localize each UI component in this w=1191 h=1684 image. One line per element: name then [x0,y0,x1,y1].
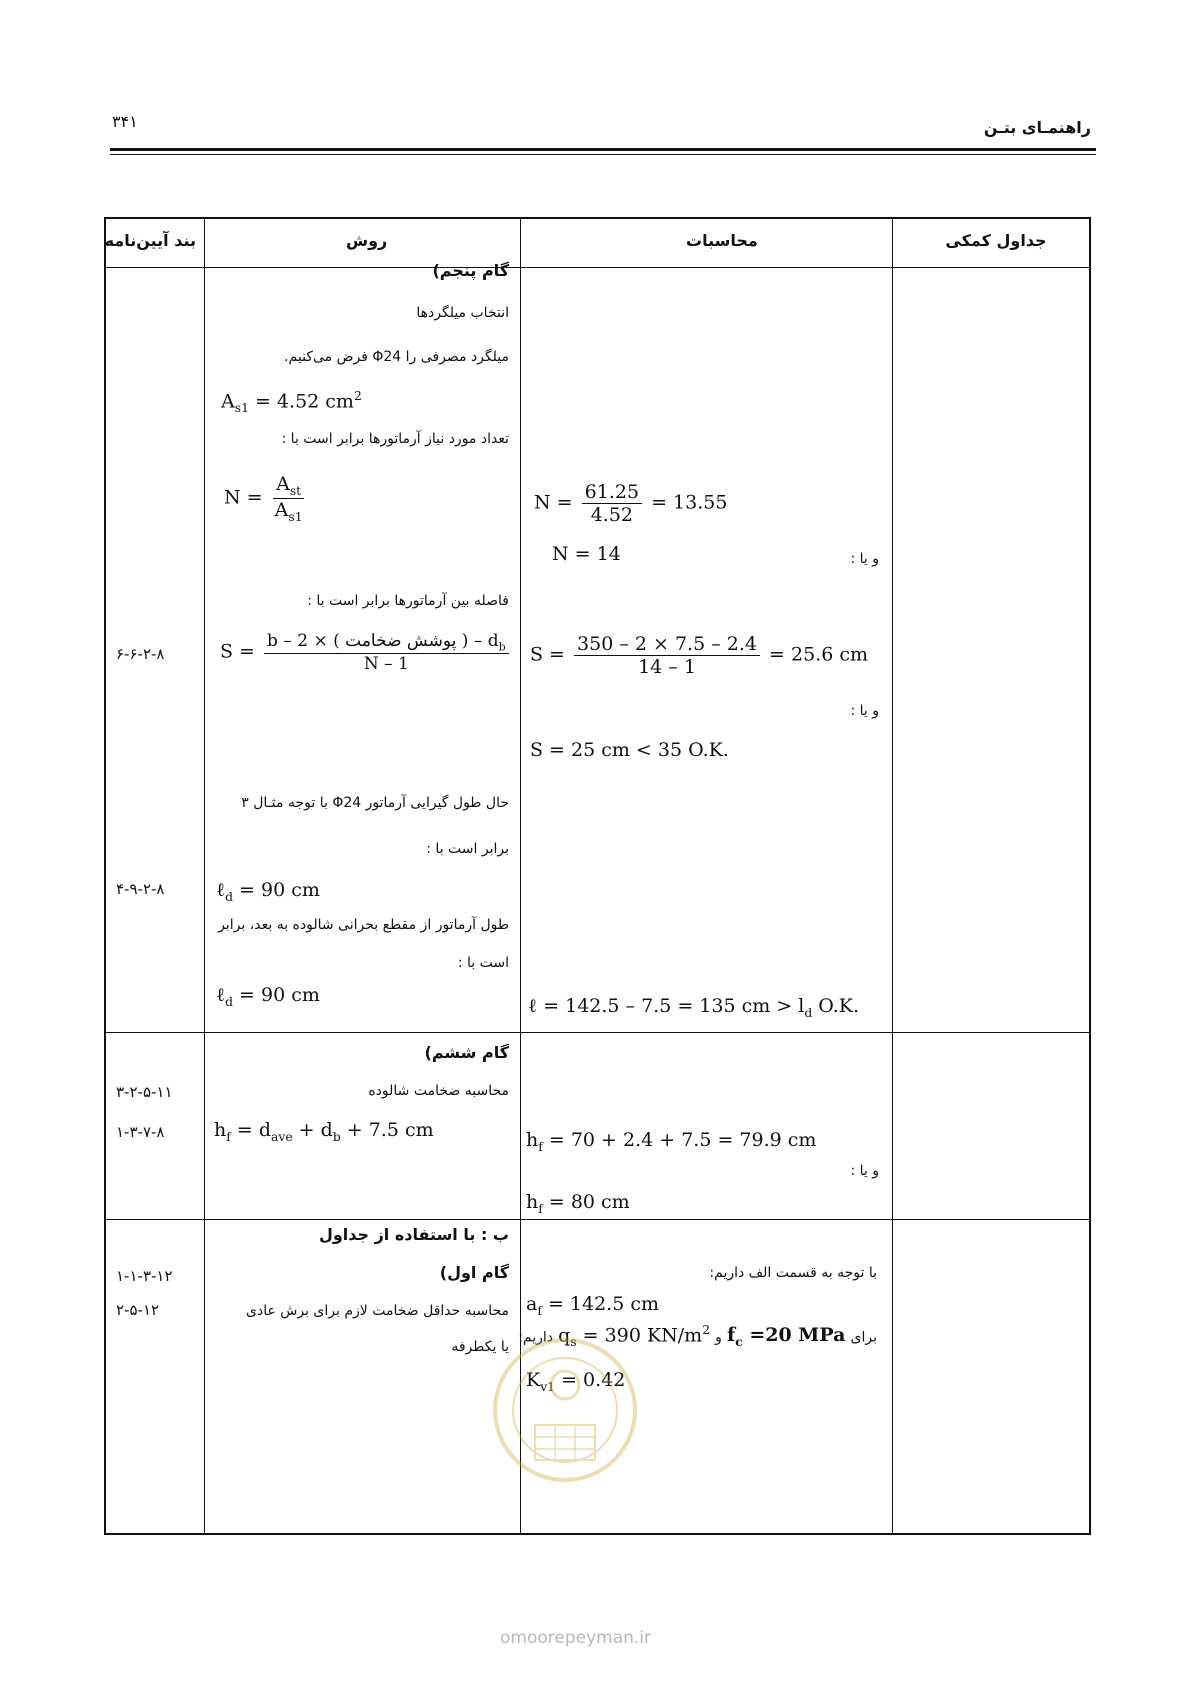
code-ref: ۲-۵-۱۲ [116,1301,160,1319]
row-divider [106,267,1089,268]
calc-l-check: ℓ = 142.5 – 7.5 = 135 cm > $l_d$ O.K. [528,995,860,1020]
column-divider [892,219,893,1533]
calc-kv: $K_{v1} = 0.42$ [526,1369,626,1394]
step-title: گام اول) [439,1263,509,1282]
code-ref: ۱-۱-۳-۱۲ [116,1267,173,1285]
calc-n: N = $\frac{61.25}{4.52}$ = 13.55 [534,481,728,526]
calc-condition: برای $f_c =20$ MPa و $q_s = 390$ $KN/m^2$ داریم: [518,1323,877,1350]
column-header-method: روش [346,231,388,250]
column-header-aux-tables: جداول کمکی [945,231,1047,250]
method-text: محاسبه حداقل ضخامت لازم برای برش عادی [246,1303,509,1319]
method-text: تعداد مورد نیاز آرماتورها برابر است با : [281,431,509,447]
method-text: برابر است با : [426,841,509,857]
column-divider [204,219,205,1533]
or-label: و یا : [850,703,879,719]
method-text: یا یکطرفه [451,1339,509,1355]
calc-n-round: N = 14 [552,543,621,565]
formula-as1: $A_{s1} = 4.52$ $cm^2$ [221,389,362,416]
code-ref: ۱-۳-۷-۸ [116,1123,165,1141]
method-text: است با : [457,955,509,971]
calc-hf-round: $h_f = 80$ cm [526,1191,630,1216]
column-header-calculations: محاسبات [686,231,758,250]
footer-url: omoorepeyman.ir [500,1628,652,1648]
method-text: فاصله بین آرماتورها برابر است با : [307,593,509,609]
formula-n: N = $\frac{A_{st}}{A_{s1}}$ [224,473,303,524]
column-header-code-ref: بند آیین‌نامه [104,231,196,250]
header-rule-thin [110,154,1096,155]
formula-s: S = $\frac{b - 2 \times ( پوشش ضخامت ) - d_b}{N - 1}$ [220,631,512,674]
formula-ld: ℓ$_d$ = 90 cm [216,879,320,904]
method-text: حال طول گیرایی آرماتور Φ24 با توجه مثـال ۳ [241,795,509,811]
header-rule [110,148,1096,151]
row-divider [106,1219,1089,1220]
or-label: و یا : [850,1163,879,1179]
calc-s-round: S = 25 cm < 35 O.K. [530,739,729,761]
header-title: راهنمـای بتـن [983,118,1091,137]
calc-s: S = $\frac{350 - 2 \times 7.5 - 2.4}{14 - 1}$ = 25.6 cm [530,633,868,678]
part-title: ب : با استفاده از جداول [318,1225,509,1244]
formula-ld: ℓ$_d$ = 90 cm [216,984,320,1009]
or-label: و یا : [850,551,879,567]
code-ref: ۴-۹-۲-۸ [116,880,165,898]
row-divider [106,1032,1089,1033]
calc-text: با توجه به قسمت الف داریم: [709,1265,877,1281]
watermark-seal-icon [490,1330,640,1490]
code-ref: ۶-۶-۲-۸ [116,645,165,663]
step-title: گام پنجم) [432,261,509,280]
method-text: طول آرماتور از مقطع بحرانی شالوده به بعد، برابر [218,917,509,933]
method-text: انتخاب میلگردها [416,305,509,321]
formula-hf: $h_f = d_{ave} + d_b + 7.5$ cm [214,1119,434,1144]
page-number: ۳۴۱ [112,112,138,131]
code-ref: ۳-۲-۵-۱۱ [116,1083,173,1101]
method-text: میلگرد مصرفی را Φ24 فرض می‌کنیم. [284,349,509,365]
step-title: گام ششم) [424,1043,509,1062]
calc-af: $a_f = 142.5$ cm [526,1293,659,1318]
method-text: محاسبه ضخامت شالوده [368,1083,509,1099]
calc-hf: $h_f = 70 + 2.4 + 7.5 = 79.9$ cm [526,1129,817,1154]
